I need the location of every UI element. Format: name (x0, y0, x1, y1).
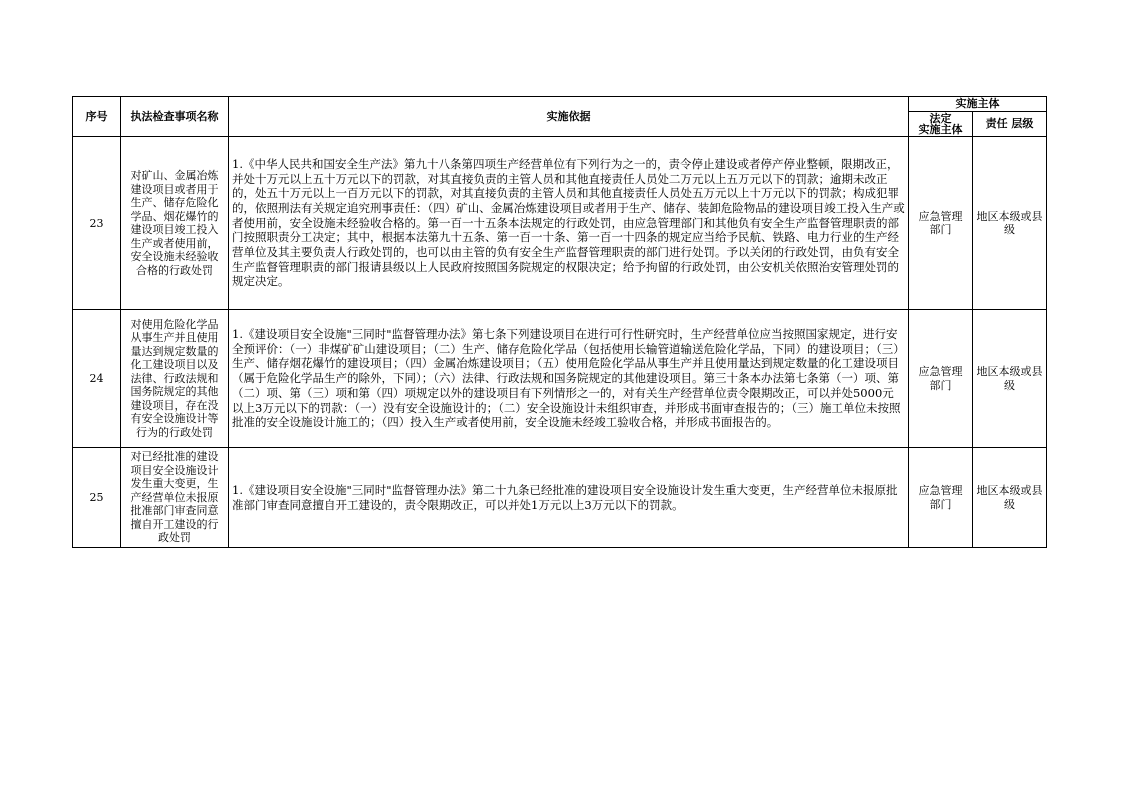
header-row-top (73, 97, 1047, 112)
table-row (73, 310, 1047, 448)
table-row (73, 137, 1047, 310)
header-basis: 实施依据 (229, 97, 909, 137)
row-basis-cell: 1.《建设项目安全设施"三同时"监督管理办法》第二十九条已经批准的建设项目安全设施设计发生重大变更，生产经营单位未报原批准部门审查同意擅自开工建设的，责令限期改正，可以并处1万元以上3万元以下的罚款。 (229, 448, 909, 548)
header-seq: 序号 (73, 97, 121, 137)
row-basis-cell: 1.《中华人民共和国安全生产法》第九十八条第四项生产经营单位有下列行为之一的，责令停止建设或者停产停业整顿，限期改正，并处十万元以上五十万元以下的罚款，对其直接负责的主管人员和其他直接责任人员处二万元以上五万元以下的罚款；逾期未改正的，处五十万元以上一百万元以下的罚款，对其直接负责的主管人员和其他直接责任人员处五万元以上十万元以下的罚款；构成犯罪的，依照刑法有关规定追究刑事责任：（四）矿山、金属冶炼建设项目或者用于生产、储存、装卸危险物品的建设项目竣工投入生产或者使用前，安全设施未经验收合格的。第一百一十五条本法规定的行政处罚，由应急管理部门和其他负有安全生产监督管理职责的部门按照职责分工决定；其中，根据本法第九十五条、第一百一十条、第一百一十四条的规定应当给予民航、铁路、电力行业的生产经营单位及其主要负责人行政处罚的，也可以由主管的负有安全生产监督管理职责的部门进行处罚。予以关闭的行政处罚，由负有安全生产监督管理职责的部门报请县级以上人民政府按照国务院规定的权限决定；给予拘留的行政处罚，由公安机关依照治安管理处罚的规定决定。 (229, 137, 909, 310)
row-legal-subject-cell: 应急管理部门 (909, 137, 973, 310)
row-legal-subject-cell: 应急管理部门 (909, 448, 973, 548)
enforcement-items-table (72, 96, 1047, 548)
row-basis-cell: 1.《建设项目安全设施"三同时"监督管理办法》第七条下列建设项目在进行可行性研究时，生产经营单位应当按照国家规定，进行安全预评价：（一）非煤矿矿山建设项目；（二）生产、储存危险化学品（包括使用长输管道输送危险化学品，下同）的建设项目；（三）生产、储存烟花爆竹的建设项目；（四）金属冶炼建设项目；（五）使用危险化学品从事生产并且使用量达到规定数量的化工建设项目（属于危险化学品生产的除外，下同）；（六）法律、行政法规和国务院规定的其他建设项目。第三十条本办法第七条第（一）项、第（二）项、第（三）项和第（四）项规定以外的建设项目有下列情形之一的，对有关生产经营单位责令限期改正，可以并处5000元以上3万元以下的罚款：（一）没有安全设施设计的；（二）安全设施设计未组织审查，并形成书面审查报告的；（三）施工单位未按照批准的安全设施设计施工的；（四）投入生产或者使用前，安全设施未经竣工验收合格，并形成书面报告的。 (229, 310, 909, 448)
row-seq-cell: 23 (73, 137, 121, 310)
header-subject-group: 实施主体 (909, 97, 1047, 112)
row-level-cell: 地区本级或县级 (973, 137, 1047, 310)
row-legal-subject-cell: 应急管理部门 (909, 310, 973, 448)
row-seq-cell: 24 (73, 310, 121, 448)
row-item-name-cell: 对矿山、金属冶炼建设项目或者用于生产、储存危险化学品、烟花爆竹的建设项目竣工投入生产或者使用前，安全设施未经验收合格的行政处罚 (121, 137, 229, 310)
row-item-name-cell: 对已经批准的建设项目安全设施设计发生重大变更，生产经营单位未报原批准部门审查同意擅自开工建设的行政处罚 (121, 448, 229, 548)
row-level-cell: 地区本级或县级 (973, 448, 1047, 548)
header-level: 责任 层级 (973, 112, 1047, 137)
header-item-name: 执法检查事项名称 (121, 97, 229, 137)
table-body (73, 137, 1047, 548)
row-item-name-cell: 对使用危险化学品从事生产并且使用量达到规定数量的化工建设项目以及法律、行政法规和国务院规定的其他建设项目，存在没有安全设施设计等行为的行政处罚 (121, 310, 229, 448)
table-row (73, 448, 1047, 548)
row-level-cell: 地区本级或县级 (973, 310, 1047, 448)
table-header (73, 97, 1047, 137)
header-legal-subject: 法定 实施主体 (909, 112, 973, 137)
row-seq-cell: 25 (73, 448, 121, 548)
